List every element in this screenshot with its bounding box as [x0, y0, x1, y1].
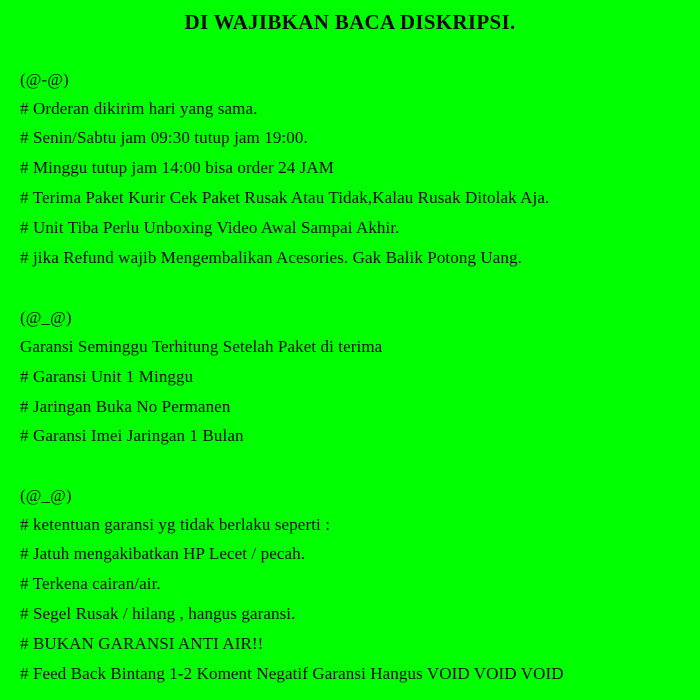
section-marker-2: (@_@) — [20, 308, 72, 327]
section3-line-4: # Segel Rusak / hilang , hangus garansi. — [20, 604, 296, 623]
section1-line-5: # Unit Tiba Perlu Unboxing Video Awal Sampai Akhir. — [20, 218, 400, 237]
section3-line-6: # Feed Back Bintang 1-2 Koment Negatif Garansi Hangus VOID VOID VOID — [20, 664, 564, 683]
section1-line-2: # Senin/Sabtu jam 09:30 tutup jam 19:00. — [20, 128, 308, 147]
section1-line-6: # jika Refund wajib Mengembalikan Acesories. Gak Balik Potong Uang. — [20, 248, 522, 267]
section3-line-2: # Jatuh mengakibatkan HP Lecet / pecah. — [20, 544, 306, 563]
section-marker-1: (@-@) — [20, 70, 69, 89]
section2-line-1: # Garansi Unit 1 Minggu — [20, 367, 194, 386]
section1-line-3: # Minggu tutup jam 14:00 bisa order 24 JAM — [20, 158, 334, 177]
section1-line-4: # Terima Paket Kurir Cek Paket Rusak Atau Tidak,Kalau Rusak Ditolak Aja. — [20, 188, 550, 207]
section3-line-1: # ketentuan garansi yg tidak berlaku seperti : — [20, 515, 331, 534]
section2-line-2: # Jaringan Buka No Permanen — [20, 397, 231, 416]
section1-line-1: # Orderan dikirim hari yang sama. — [20, 99, 258, 118]
section2-line-3: # Garansi Imei Jaringan 1 Bulan — [20, 426, 244, 445]
page-title: DI WAJIBKAN BACA DISKRIPSI. — [184, 10, 516, 34]
section3-line-3: # Terkena cairan/air. — [20, 574, 161, 593]
section2-intro: Garansi Seminggu Terhitung Setelah Paket di terima — [20, 337, 383, 356]
section3-line-5: # BUKAN GARANSI ANTI AIR!! — [20, 634, 264, 653]
section-marker-3: (@_@) — [20, 486, 72, 505]
